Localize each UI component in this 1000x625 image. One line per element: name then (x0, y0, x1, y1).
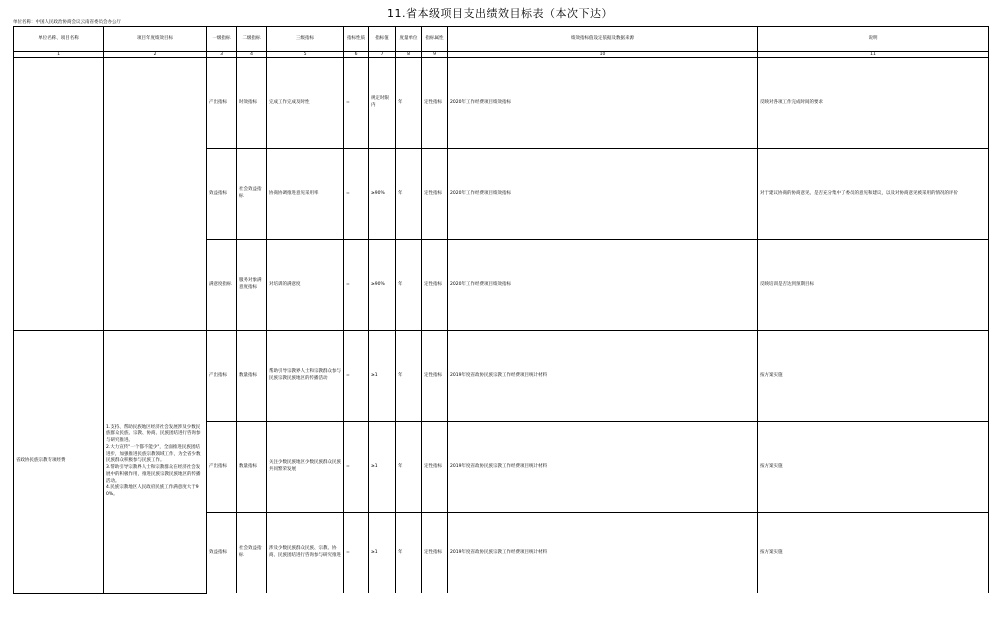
indicator-nature: = (344, 331, 369, 422)
level2-indicator: 数量指标 (237, 422, 267, 513)
project-name-cell: 省政协民族宗教专项经费 (14, 331, 104, 594)
column-number: 5 (267, 52, 344, 58)
header-cell: 三级指标 (267, 27, 344, 52)
table-row (14, 58, 989, 149)
level1-indicator: 产出指标 (207, 58, 237, 149)
indicator-note: 按方案实施 (758, 513, 989, 594)
indicator-note: 反映培训是否达到预期目标 (758, 240, 989, 331)
indicator-attribute: 定性指标 (422, 240, 448, 331)
indicator-note: 按方案实施 (758, 422, 989, 513)
indicator-basis: 2019年度省政协民族宗教工作经费项目统计材料 (448, 422, 758, 513)
indicator-basis: 2019年度省政协民族宗教工作经费项目统计材料 (448, 331, 758, 422)
column-number: 8 (396, 52, 422, 58)
level3-indicator: 帮助引导宗教界人士和宗教群众参与民族宗教民族地区的传播活动 (267, 331, 344, 422)
indicator-value: ≥1 (369, 331, 396, 422)
level3-indicator: 完成工作完成及时性 (267, 58, 344, 149)
indicator-basis: 2020年工作经费项目绩效指标 (448, 58, 758, 149)
project-goal-cell (104, 58, 207, 331)
page-title: 11.省本级项目支出绩效目标表（本次下达） (387, 7, 613, 20)
indicator-attribute: 定性指标 (422, 513, 448, 594)
indicator-unit: 年 (396, 240, 422, 331)
level3-indicator: 关注少数民族地区少数民族群众民族共同繁荣发展 (267, 422, 344, 513)
indicator-unit: 年 (396, 331, 422, 422)
indicator-note: 对于建议协商的协商意见，是否充分集中了委员的意见和建议，以及对协商意见被采用的情况的评价 (758, 149, 989, 240)
header-cell: 指标值 (369, 27, 396, 52)
indicator-attribute: 定性指标 (422, 149, 448, 240)
header-cell: 项目年度绩效目标 (104, 27, 207, 52)
indicator-attribute: 定性指标 (422, 331, 448, 422)
level2-indicator: 社会效益指标 (237, 149, 267, 240)
level1-indicator: 满意度指标 (207, 240, 237, 331)
column-number: 3 (207, 52, 237, 58)
level1-indicator: 效益指标 (207, 149, 237, 240)
indicator-value: ≥90% (369, 149, 396, 240)
table-row (14, 331, 989, 422)
column-number: 6 (344, 52, 369, 58)
project-goal-cell: 1.支持、帮助民族地区经济社会发展涉及少数民族群众民族、宗教、协商、民族团结进行咨询参与研究推进。 2.大力宣传"一个都不能少"，全面推进民族团结进步，加强推进民族宗教领域工作，为全省少数民族群众积极参与民族工作。 3.帮助引导宗教界人士和宗教群众在经济社会发展中的积极作用，推进民族宗教民族地区的传播活动。 4.民族宗教地区人民政府民族工作满意度大于90%。 (104, 331, 207, 594)
column-number: 11 (758, 52, 989, 58)
indicator-value: 规定时限内 (369, 58, 396, 149)
header-row (14, 27, 989, 52)
indicator-nature: = (344, 149, 369, 240)
indicator-basis: 2020年工作经费项目绩效指标 (448, 149, 758, 240)
header-cell: 指标性质 (344, 27, 369, 52)
column-number: 4 (237, 52, 267, 58)
level3-indicator: 对培训的满意度 (267, 240, 344, 331)
column-number: 1 (14, 52, 104, 58)
header-cell: 绩效指标值设定依据及数据来源 (448, 27, 758, 52)
level2-indicator: 时效指标 (237, 58, 267, 149)
header-cell: 一级指标 (207, 27, 237, 52)
indicator-unit: 年 (396, 513, 422, 594)
indicator-value: ≥90% (369, 240, 396, 331)
level2-indicator: 服务对象满意度指标 (237, 240, 267, 331)
column-number: 9 (422, 52, 448, 58)
level3-indicator: 协商协调推进意见采用率 (267, 149, 344, 240)
indicator-note: 按方案实施 (758, 331, 989, 422)
indicator-nature: = (344, 240, 369, 331)
indicator-unit: 年 (396, 58, 422, 149)
header-cell: 指标属性 (422, 27, 448, 52)
header-cell: 单位名称、项目名称 (14, 27, 104, 52)
indicator-attribute: 定性指标 (422, 58, 448, 149)
indicator-attribute: 定性指标 (422, 422, 448, 513)
indicator-value: ≥1 (369, 422, 396, 513)
level2-indicator: 社会效益指标 (237, 513, 267, 594)
level3-indicator: 涉及少数民族群众民族、宗教、协商、民族团结进行咨询参与研究推进 (267, 513, 344, 594)
header-cell: 说明 (758, 27, 989, 52)
project-name-cell (14, 58, 104, 331)
indicator-unit: 年 (396, 422, 422, 513)
indicator-nature: = (344, 422, 369, 513)
column-number: 7 (369, 52, 396, 58)
performance-table (13, 26, 989, 594)
indicator-nature: = (344, 58, 369, 149)
indicator-unit: 年 (396, 149, 422, 240)
indicator-basis: 2020年工作经费项目绩效指标 (448, 240, 758, 331)
indicator-note: 反映对各项工作完成时间的要求 (758, 58, 989, 149)
unit-name: 单位名称：中国人民政治协商会议云南省委员会办公厅 (13, 20, 121, 25)
header-cell: 二级指标 (237, 27, 267, 52)
level1-indicator: 产出指标 (207, 331, 237, 422)
indicator-value: ≥1 (369, 513, 396, 594)
indicator-nature: = (344, 513, 369, 594)
indicator-basis: 2019年度省政协民族宗教工作经费项目统计材料 (448, 513, 758, 594)
level2-indicator: 数量指标 (237, 331, 267, 422)
header-cell: 度量单位 (396, 27, 422, 52)
column-number: 2 (104, 52, 207, 58)
level1-indicator: 效益指标 (207, 513, 237, 594)
column-number: 10 (448, 52, 758, 58)
level1-indicator: 产出指标 (207, 422, 237, 513)
